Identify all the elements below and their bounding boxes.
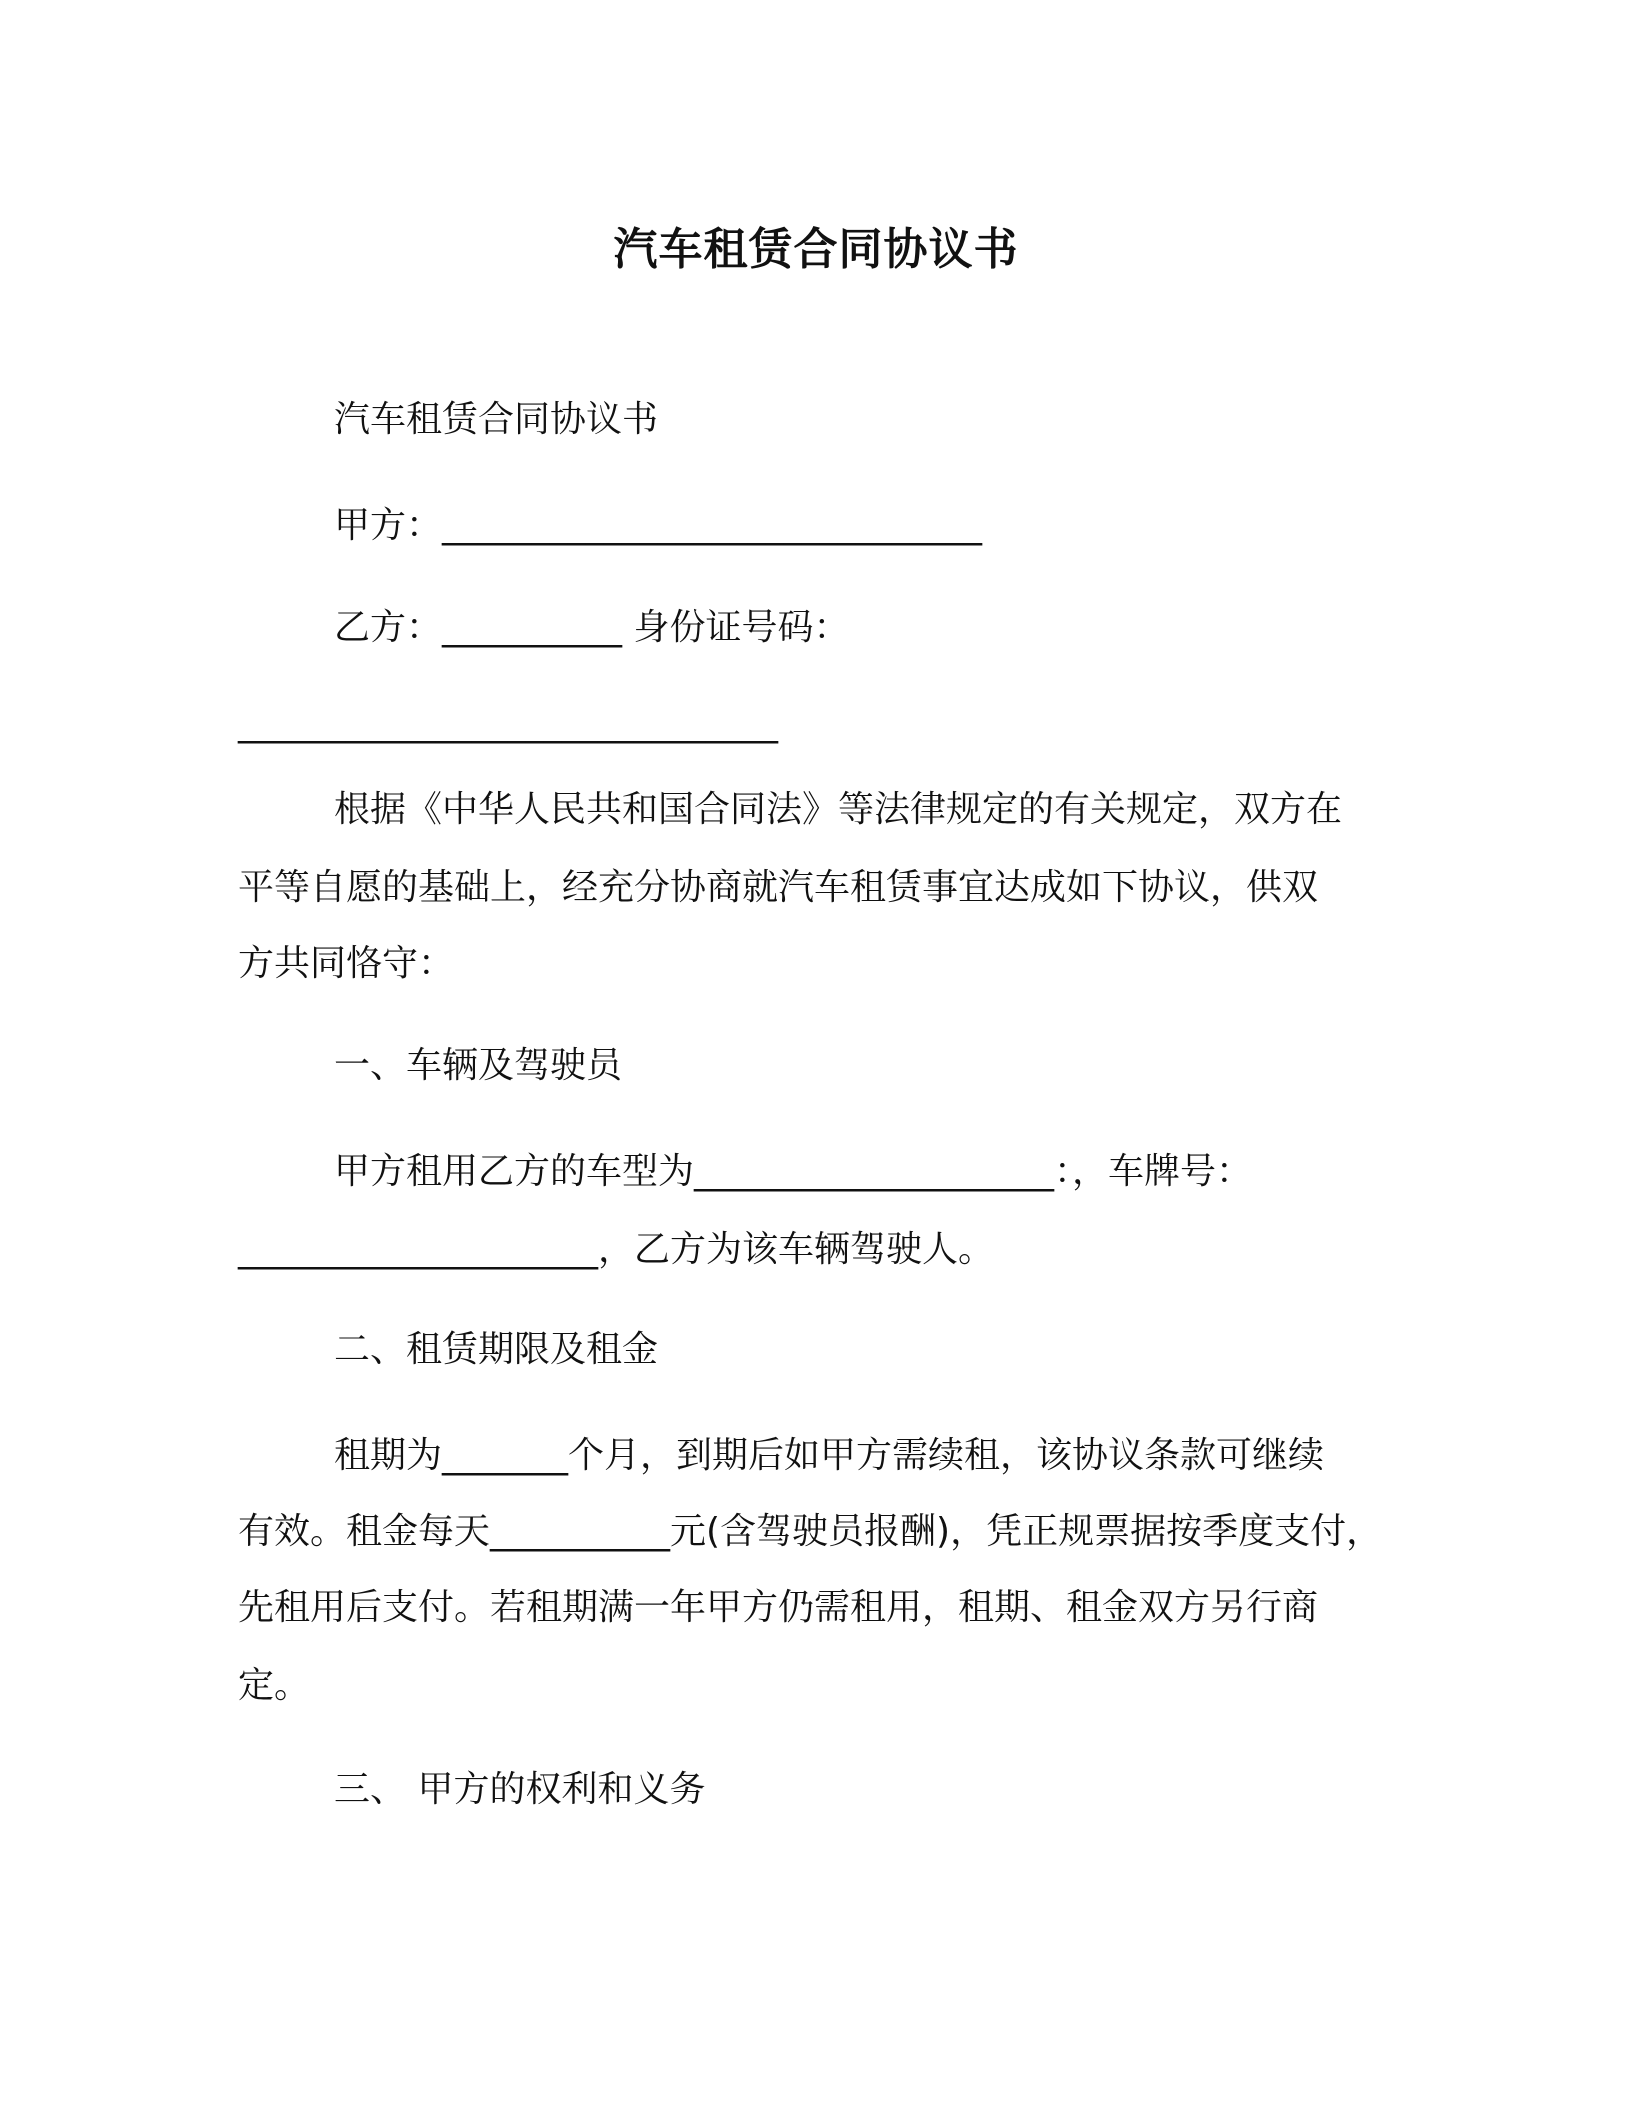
preamble-line-1: 根据《中华人民共和国合同法》等法律规定的有关规定，双方在 [334, 789, 1343, 830]
section-2-line-1: 租期为_______个月，到期后如甲方需续租，该协议条款可继续 [334, 1435, 1325, 1476]
document-title: 汽车租赁合同协议书 [613, 224, 1019, 275]
section-2-heading: 二、租赁期限及租金 [334, 1329, 659, 1370]
preamble-line-3: 方共同恪守： [238, 943, 455, 984]
section-1-line-1: 甲方租用乙方的车型为____________________：，车牌号： [334, 1151, 1253, 1192]
section-2-line-3: 先租用后支付。若租期满一年甲方仍需租用，租期、租金双方另行商 [238, 1587, 1319, 1628]
section-1-line-2: ____________________，乙方为该车辆驾驶人。 [238, 1229, 995, 1270]
section-3-heading: 三、 甲方的权利和义务 [334, 1769, 706, 1810]
party-b-line: 乙方：__________ 身份证号码： [334, 607, 850, 648]
preamble-line-2: 平等自愿的基础上，经充分协商就汽车租赁事宜达成如下协议，供双 [238, 867, 1319, 908]
party-a-line: 甲方：______________________________ [334, 505, 983, 546]
section-2-line-2: 有效。租金每天__________元(含驾驶员报酬)，凭正规票据按季度支付， [238, 1511, 1383, 1552]
section-2-line-4: 定。 [238, 1665, 311, 1706]
subtitle-line: 汽车租赁合同协议书 [334, 399, 659, 440]
section-1-heading: 一、车辆及驾驶员 [334, 1045, 623, 1086]
id-number-blank: ______________________________ [238, 703, 778, 744]
